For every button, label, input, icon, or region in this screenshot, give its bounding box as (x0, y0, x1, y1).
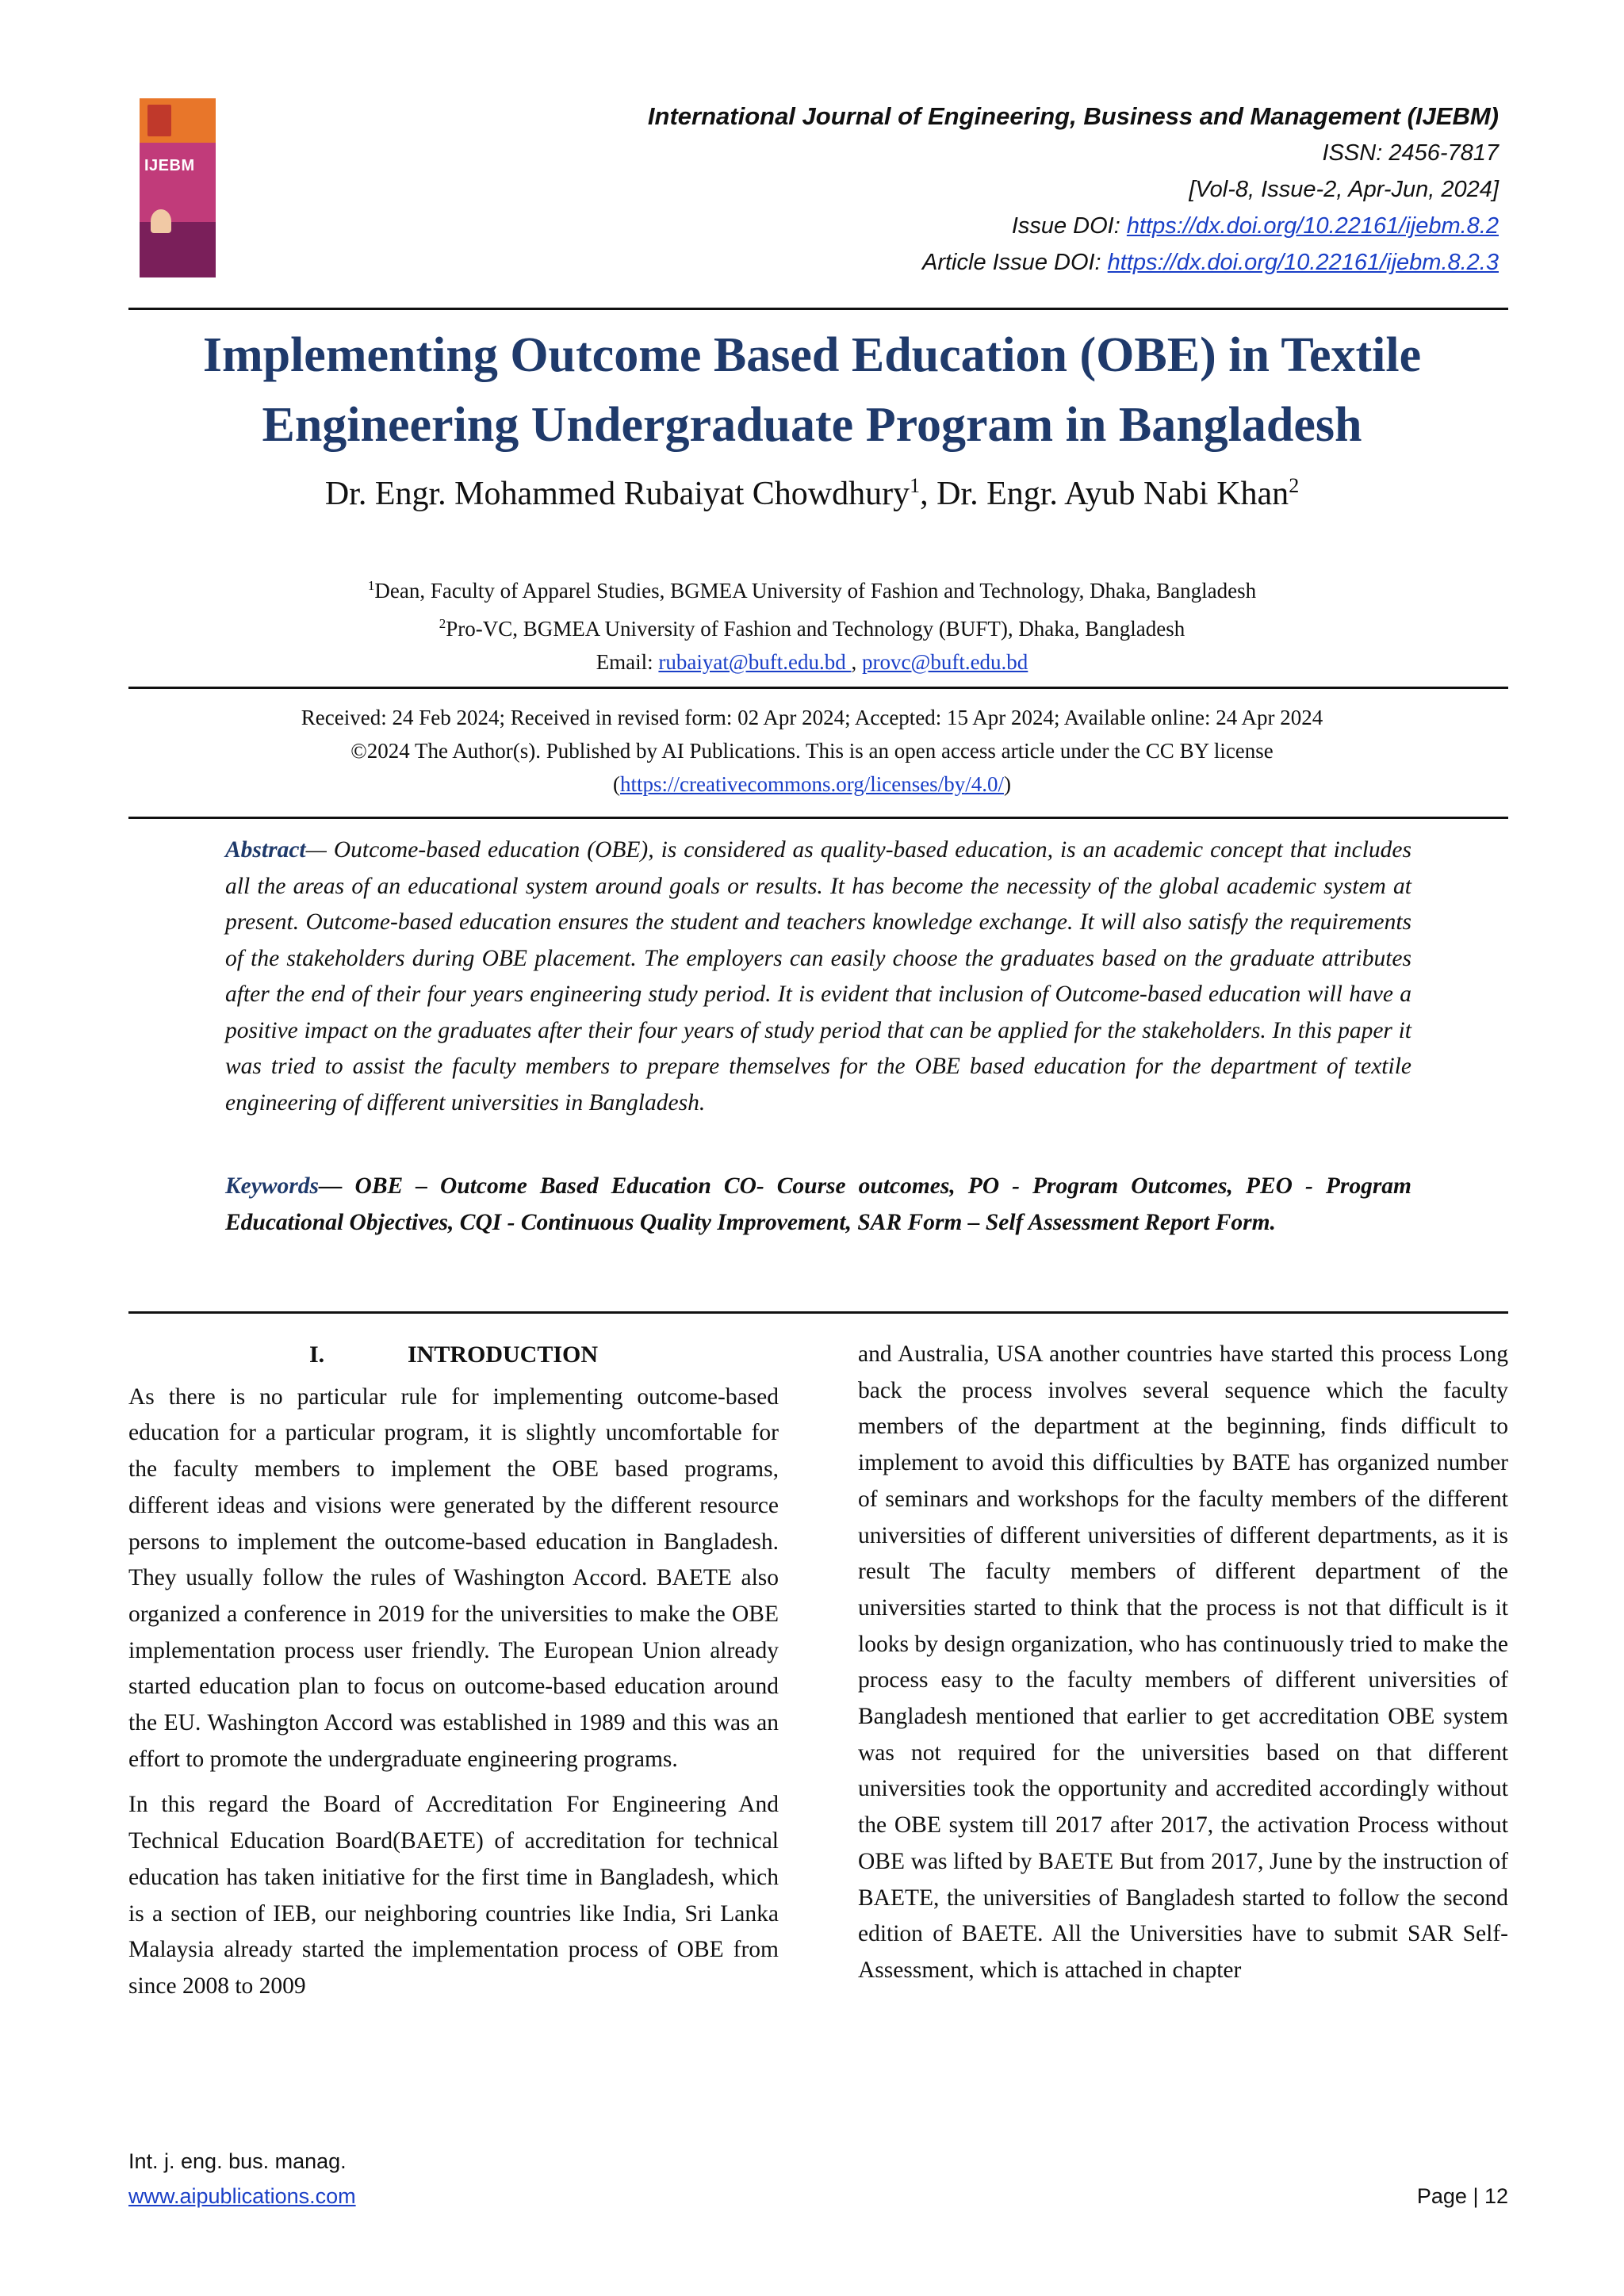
page-number: Page | 12 (1416, 2184, 1508, 2208)
paragraph: and Australia, USA another countries have started this process Long back the process involves several sequence which the faculty members of the department at the beginning, finds difficult to implement to avoid this difficulties by BATE has organized number of seminars and workshops for the faculty members of the different universities of different universities of different departments, as it is result The faculty members of different department of the universities started to think that the process is not that difficult is it looks by design organization, who has continuously tried to make the process easy to the faculty members of different universities of Bangladesh mentioned that earlier to get accreditation OBE system was not required for the universities based on that different universities took the opportunity and accredited accordingly without the OBE system till 2017 after 2017, the activation Process without OBE was lifted by BAETE But from 2017, June by the instruction of BAETE, the universities of Bangladesh started to follow the second edition of BAETE. All the Universities have to submit SAR Self-Assessment, which is attached in chapter (858, 1341, 1508, 1983)
affiliation-2 (103, 607, 1521, 645)
abstract (225, 832, 1411, 1121)
section-number: I. (308, 1341, 325, 1368)
footer-website-link[interactable]: www.aipublications.com (128, 2184, 356, 2208)
cover-middle-band (140, 143, 216, 222)
header-divider (128, 308, 1508, 310)
journal-name: International Journal of Engineering, Business and Management (IJEBM) (647, 102, 1499, 130)
license-link[interactable]: https://creativecommons.org/licenses/by/4.0/ (620, 772, 1004, 796)
license-line (103, 767, 1521, 801)
author-list (103, 474, 1521, 513)
title-line-2: Engineering Undergraduate Program in Bangladesh (262, 398, 1362, 452)
paragraph: As there is no particular rule for implementing outcome-based education for a particular program, it is slightly uncomfortable for the faculty members to implement the OBE based programs, different ideas and visions were generated by the different resource persons to implement the outcome-based education in Bangladesh. They usually follow the rules of Washington Accord. BAETE also organized a conference in 2019 for the universities to make the OBE implementation process user friendly. The European Union already started education plan to focus on outcome-based education around the EU. Washington Accord was established in 1989 and this was an effort to promote the undergraduate engineering programs. (128, 1383, 779, 1772)
abstract-label: Abstract (225, 837, 306, 863)
author-separator: , (920, 476, 937, 512)
paper-title (103, 320, 1521, 460)
footer-journal-abbrev: Int. j. eng. bus. manag. (128, 2149, 347, 2173)
author-2-sup: 2 (1289, 474, 1300, 497)
issue-doi-label: Issue DOI: (1011, 213, 1127, 239)
journal-header (648, 98, 1499, 281)
page-footer (128, 2144, 1508, 2214)
article-doi-line (648, 244, 1499, 281)
keywords-label: Keywords (225, 1173, 319, 1199)
issn: ISSN: 2456-7817 (1322, 140, 1499, 166)
issue-doi-link[interactable]: https://dx.doi.org/10.22161/ijebm.8.2 (1126, 213, 1499, 239)
cover-logo-text: IJEBM (144, 157, 195, 174)
abstract-divider (128, 1311, 1508, 1314)
section-title: INTRODUCTION (407, 1341, 599, 1368)
abstract-text: — Outcome-based education (OBE), is considered as quality-based education, is an academic concept that includes all the areas of an educational system around goals or results. It has become the necessity of the global academic system at present. Outcome-based education ensures the student and teachers knowledge exchange. It will also satisfy the requirements of the stakeholders during OBE placement. The employers can easily choose the graduates based on the graduate attributes after the end of their four years engineering study period. It is evident that inclusion of Outcome-based education will have a positive impact on the graduates after their four years of study period that can be applied for the stakeholders. In this paper it was tried to assist the faculty members to prepare themselves for the OBE based education for the department of textile engineering of different universities in Bangladesh. (225, 837, 1411, 1115)
copyright-notice: ©2024 The Author(s). Published by AI Publications. This is an open access article under the CC BY license (350, 739, 1274, 763)
email-label: Email: (596, 650, 659, 674)
license-open-paren: ( (613, 772, 621, 796)
title-line-1: Implementing Outcome Based Education (OBE) in Textile (202, 328, 1422, 382)
affiliation-divider (128, 687, 1508, 689)
email-link-1[interactable]: rubaiyat@buft.edu.bd (658, 650, 852, 674)
dates-divider (128, 817, 1508, 819)
email-line (103, 645, 1521, 679)
article-doi-label: Article Issue DOI: (922, 250, 1108, 275)
author-1-sup: 1 (910, 474, 921, 497)
affiliations (103, 569, 1521, 679)
email-separator: , (851, 650, 862, 674)
author-1: Dr. Engr. Mohammed Rubaiyat Chowdhury (324, 476, 910, 512)
body-column-left (128, 1337, 779, 2015)
article-doi-link[interactable]: https://dx.doi.org/10.22161/ijebm.8.2.3 (1107, 250, 1499, 275)
body-column-right (858, 1337, 1508, 1999)
cover-figure-icon (151, 209, 171, 233)
journal-cover-thumbnail (140, 98, 216, 277)
publication-dates (103, 701, 1521, 801)
email-link-2[interactable]: provc@buft.edu.bd (861, 650, 1028, 674)
affiliation-2-text: Pro-VC, BGMEA University of Fashion and Technology (BUFT), Dhaka, Bangladesh (446, 617, 1185, 641)
affiliation-2-sup: 2 (439, 616, 446, 631)
affiliation-1-text: Dean, Faculty of Apparel Studies, BGMEA University of Fashion and Technology, Dhaka, Bangladesh (374, 579, 1257, 603)
cover-top-band (140, 98, 216, 143)
issue-doi-line (648, 208, 1499, 244)
keywords (225, 1169, 1411, 1241)
paragraph: In this regard the Board of Accreditation For Engineering And Technical Education Board(BAETE) of accreditation for technical education has taken initiative for the first time in Bangladesh, which is a section of IEB, our neighboring countries like India, Sri Lanka Malaysia already started the implementation process of OBE from since 2008 to 2009 (128, 1792, 779, 1999)
keywords-text: — OBE – Outcome Based Education CO- Course outcomes, PO - Program Outcomes, PEO - Program Educational Objectives, CQI - Continuous Quality Improvement, SAR Form – Self Assessment Report Form. (225, 1173, 1411, 1235)
volume-info: [Vol-8, Issue-2, Apr-Jun, 2024] (1189, 177, 1499, 202)
license-close-paren: ) (1003, 772, 1011, 796)
received-dates: Received: 24 Feb 2024; Received in revised form: 02 Apr 2024; Accepted: 15 Apr 2024; Available online: 24 Apr 2024 (301, 706, 1323, 729)
section-heading (128, 1337, 779, 1373)
author-2: Dr. Engr. Ayub Nabi Khan (936, 476, 1289, 512)
affiliation-1-sup: 1 (367, 578, 375, 593)
affiliation-1 (103, 569, 1521, 607)
